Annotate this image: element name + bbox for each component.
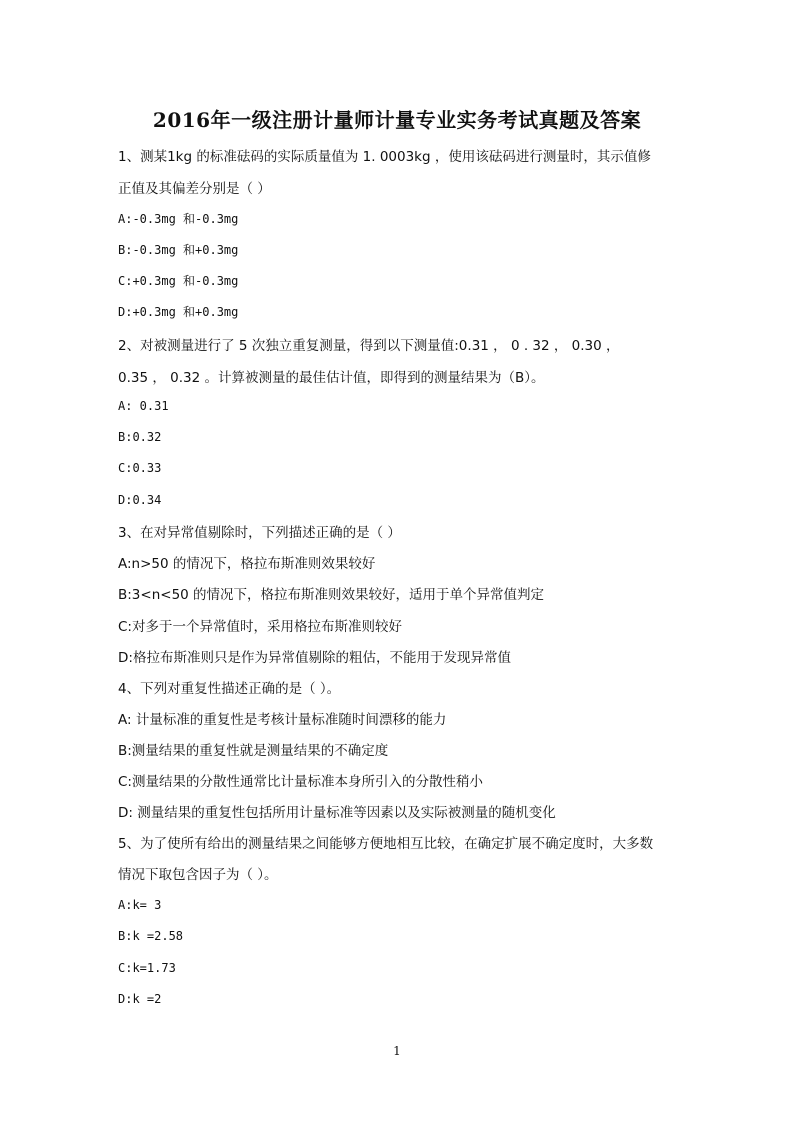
- question-5-option-c: C:k=1.73: [118, 961, 176, 975]
- question-1-option-a: A:-0.3mg 和-0.3mg: [118, 212, 239, 226]
- question-2-option-c: C:0.33: [118, 461, 162, 475]
- question-4-line-1: 4、下列对重复性描述正确的是（ ）。: [118, 681, 341, 697]
- question-4-option-d: D: 测量结果的重复性包括所用计量标准等因素以及实际被测量的随机变化: [118, 805, 556, 821]
- question-3-line-1: 3、在对异常值剔除时，下列描述正确的是（ ）: [118, 525, 401, 541]
- question-2-line-2: 0.35 ， 0.32 。计算被测量的最佳估计值，即得到的测量结果为（B）。: [118, 370, 545, 386]
- question-2-option-a: A: 0.31: [118, 399, 169, 413]
- question-3-option-b: B:3<n<50 的情况下，格拉布斯准则效果较好，适用于单个异常值判定: [118, 587, 545, 603]
- question-5-line-2: 情况下取包含因子为（ ）。: [118, 867, 278, 883]
- question-2-option-b: B:0.32: [118, 430, 162, 444]
- question-2-option-d: D:0.34: [118, 493, 162, 507]
- page-number: 1: [393, 1044, 401, 1058]
- question-5-option-b: B:k =2.58: [118, 929, 184, 943]
- question-1-option-c: C:+0.3mg 和-0.3mg: [118, 274, 239, 288]
- question-1-option-d: D:+0.3mg 和+0.3mg: [118, 305, 239, 319]
- question-3-option-c: C:对多于一个异常值时，采用格拉布斯准则较好: [118, 619, 402, 635]
- question-1-line-1: 1、测某1kg 的标准砝码的实际质量值为 1. 0003kg ，使用该砝码进行测量时，其示值修: [118, 149, 651, 165]
- question-5-line-1: 5、为了使所有给出的测量结果之间能够方便地相互比较，在确定扩展不确定度时，大多数: [118, 836, 654, 852]
- question-3-option-d: D:格拉布斯准则只是作为异常值剔除的粗估，不能用于发现异常值: [118, 650, 511, 666]
- question-1-line-2: 正值及其偏差分别是（ ）: [118, 181, 271, 197]
- question-4-option-a: A: 计量标准的重复性是考核计量标准随时间漂移的能力: [118, 712, 447, 728]
- question-4-option-b: B:测量结果的重复性就是测量结果的不确定度: [118, 743, 389, 759]
- question-4-option-c: C:测量结果的分散性通常比计量标准本身所引入的分散性稍小: [118, 774, 483, 790]
- question-3-option-a: A:n>50 的情况下，格拉布斯准则效果较好: [118, 556, 376, 572]
- document-title: 2016年一级注册计量师计量专业实务考试真题及答案: [152, 108, 642, 132]
- question-1-option-b: B:-0.3mg 和+0.3mg: [118, 243, 239, 257]
- question-5-option-d: D:k =2: [118, 992, 162, 1006]
- question-2-line-1: 2、对被测量进行了 5 次独立重复测量，得到以下测量值:0.31 ， 0 . 32 ， 0.30 ，: [118, 338, 620, 354]
- question-5-option-a: A:k= 3: [118, 898, 162, 912]
